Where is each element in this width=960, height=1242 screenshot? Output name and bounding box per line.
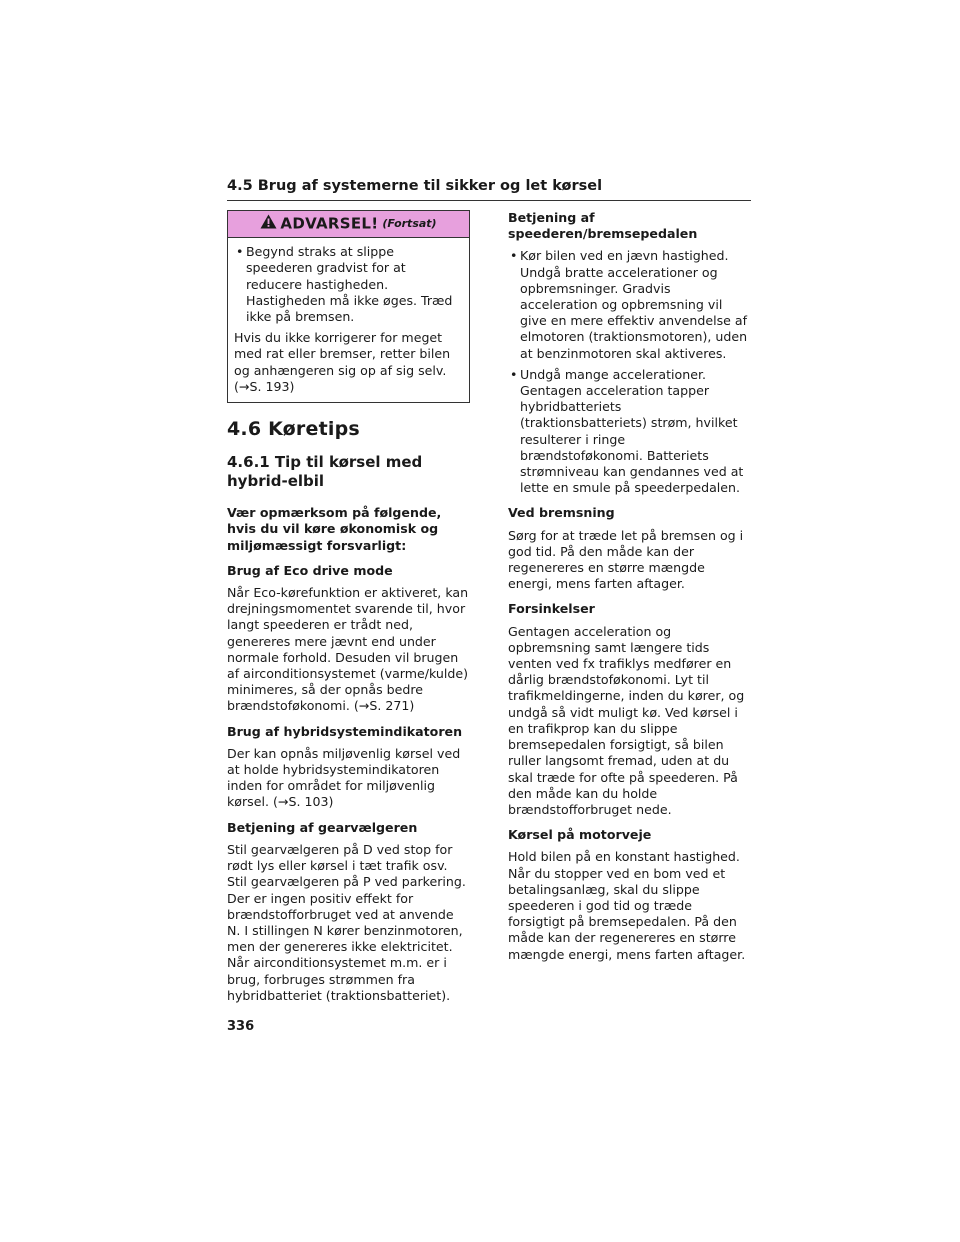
braking-text: Sørg for at træde let på bremsen og i god tid. På den måde kan der regenereres en større mængde energi, mens farten aftager. [508,527,744,592]
warning-title: ADVARSEL! [280,214,379,233]
pedal-heading: Betjening af speederen/bremsepedalen [508,210,698,242]
subsection-title: 4.6.1 Tip til kørsel med hybrid-elbil [227,453,423,491]
eco-drive-text: Når Eco-kørefunktion er aktiveret, kan drejningsmomentet svarende til, hvor langt speederen er trådt ned, genereres mere jævnt end under normale forhold. Desuden vil brugen af airconditionsystemet (varme/kulde) minimeres, så der opnås bedre brændstoføkonomi. (→S. 271) [227,585,469,714]
motorway-text: Hold bilen på en konstant hastighed. Når du stopper ved en bom ved et betalingsanlæg, skal du slippe speederen i god tid og træde forsigtigt på bremsepedalen. På den måde kan der regenereres en større mængde energi, mens farten aftager. [508,849,746,962]
warning-paragraph: Hvis du ikke korrigerer for meget med rat eller bremser, retter bilen og anhængeren sig op af sig selv. (→S. 193) [234,330,451,394]
braking-heading: Ved bremsning [508,505,615,521]
hybrid-indicator-text: Der kan opnås miljøvenlig kørsel ved at holde hybridsystemindikatoren inden for området for miljøvenlig kørsel. (→S. 103) [227,745,461,810]
pedal-bullet: • Undgå mange accelerationer. Gentagen acceleration tapper hybridbatteriets (traktionsbatteriets) strøm, hvilket resulterer i ringe brændstoføkonomi. Batteriets strømniveau kan gendannes ved at lette en smule på speederpedalen. [508,367,751,497]
delays-heading: Forsinkelser [508,601,595,617]
right-column [508,210,751,972]
hybrid-indicator-heading: Brug af hybridsystemindikatoren [227,723,463,739]
warning-triangle-icon [260,214,277,233]
warning-bullet: • Begynd straks at slippe speederen gradvist for at reducere hastigheden. Hastigheden må ikke øges. Træd ikke på bremsen. [234,244,463,325]
intro-text: Vær opmærksom på følgende, hvis du vil køre økonomisk og miljømæssigt forsvarligt: [227,505,442,553]
gear-selector-heading: Betjening af gearvælgeren [227,819,418,835]
warning-body [228,238,469,402]
gear-selector-text: Stil gearvælgeren på D ved stop for rødt lys eller kørsel i tæt trafik osv. Stil gearvælgeren på P ved parkering. Der er ingen positiv effekt for brændstofforbruget ved at anvende N. I stillingen N kører benzinmotoren, men der genereres ikke elektricitet. Når airconditionsystemet m.m. er i brug, forbruges strømmen fra hybridbatteriet (traktionsbatteriet). [227,841,466,1003]
pedal-bullet: • Kør bilen ved en jævn hastighed. Undgå bratte accelerationer og opbremsninger. Gradvis acceleration og opbremsning vil give en mere effektiv anvendelse af elmotoren (traktionsmotoren), uden at benzinmotoren skal aktiveres. [508,248,751,361]
page-number: 336 [227,1019,255,1034]
left-column [227,210,470,1013]
section-header: 4.5 Brug af systemerne til sikker og let kørsel [227,178,751,201]
warning-box [227,210,470,403]
warning-continued: (Fortsat) [382,216,437,230]
motorway-heading: Kørsel på motorveje [508,827,652,843]
delays-text: Gentagen acceleration og opbremsning samt længere tids venten ved fx trafiklys medfører en dårlig brændstoføkonomi. Lyt til trafikmeldingerne, inden du kører, og undgå så vidt muligt kø. Ved kørsel i en trafikprop kan du slippe bremsepedalen forsigtigt, så bilen ruller langsomt fremad, uden at du skal træde for ofte på speederen. På den måde kan du holde brændstofforbruget nede. [508,623,745,817]
warning-header [228,211,469,238]
section-title: 4.6 Køretips [227,418,360,441]
eco-drive-heading: Brug af Eco drive mode [227,562,393,578]
